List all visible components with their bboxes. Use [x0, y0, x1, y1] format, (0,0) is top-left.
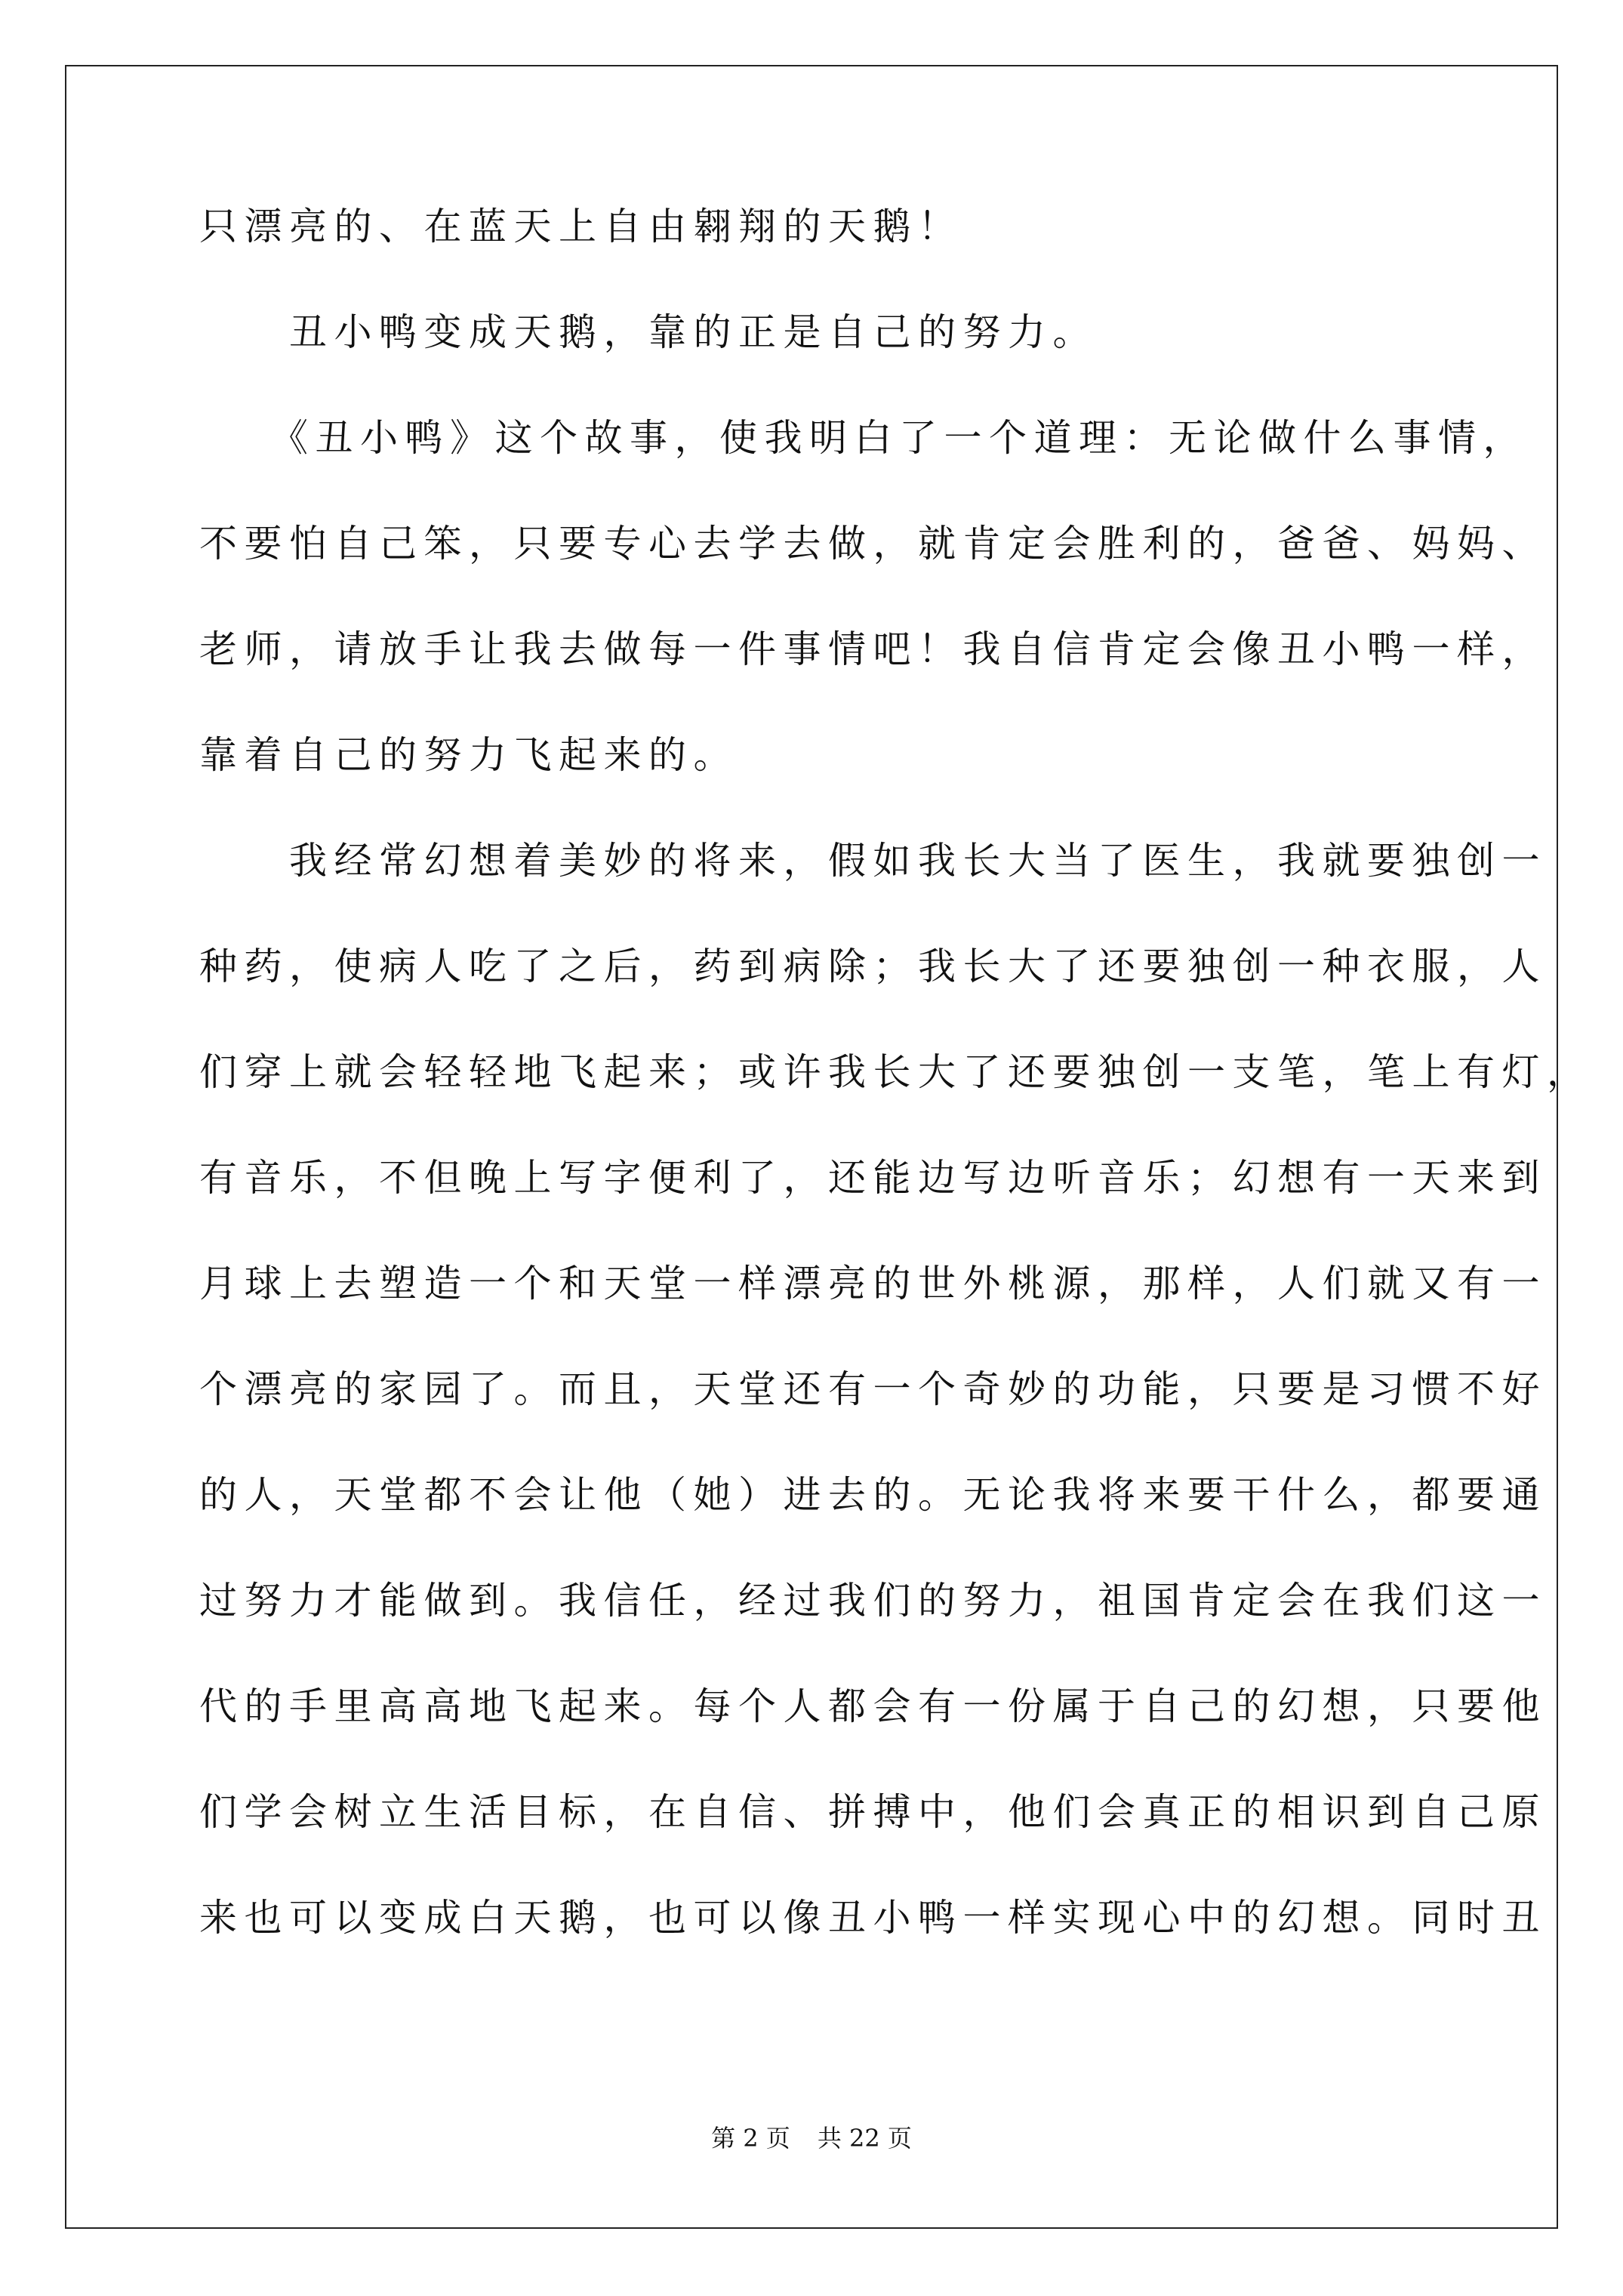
text-line: 老师，请放手让我去做每一件事情吧！我自信肯定会像丑小鸭一样， [199, 627, 1547, 671]
text-line: 我经常幻想着美妙的将来，假如我长大当了医生，我就要独创一 [199, 839, 1547, 883]
text-line: 只漂亮的、在蓝天上自由翱翔的天鹅！ [199, 205, 963, 248]
page-total: 共 22 页 [817, 2124, 912, 2153]
text-line: 不要怕自己笨，只要专心去学去做，就肯定会胜利的，爸爸、妈妈、 [199, 522, 1547, 566]
text-line: 们穿上就会轻轻地飞起来；或许我长大了还要独创一支笔，笔上有灯， [199, 1050, 1592, 1094]
text-line: 个漂亮的家园了。而且，天堂还有一个奇妙的功能，只要是习惯不好 [199, 1367, 1547, 1411]
text-line: 过努力才能做到。我信任，经过我们的努力，祖国肯定会在我们这一 [199, 1579, 1547, 1623]
text-line: 月球上去塑造一个和天堂一样漂亮的世外桃源，那样，人们就又有一 [199, 1262, 1547, 1305]
text-line: 靠着自己的努力飞起来的。 [199, 733, 738, 777]
text-line: 《丑小鸭》这个故事，使我明白了一个道理：无论做什么事情， [199, 416, 1528, 460]
document-body [199, 200, 1592, 1997]
page-number: 第 2 页 [711, 2124, 790, 2153]
page-footer [0, 2123, 1623, 2153]
text-line: 代的手里高高地飞起来。每个人都会有一份属于自己的幻想，只要他 [199, 1684, 1547, 1728]
text-line: 丑小鸭变成天鹅，靠的正是自己的努力。 [199, 310, 1098, 354]
text-line: 的人，天堂都不会让他（她）进去的。无论我将来要干什么，都要通 [199, 1473, 1547, 1517]
text-line: 有音乐，不但晚上写字便利了，还能边写边听音乐；幻想有一天来到 [199, 1156, 1547, 1200]
text-line: 种药，使病人吃了之后，药到病除；我长大了还要独创一种衣服，人 [199, 945, 1547, 988]
text-line: 们学会树立生活目标，在自信、拼搏中，他们会真正的相识到自己原 [199, 1790, 1547, 1834]
text-line: 来也可以变成白天鹅，也可以像丑小鸭一样实现心中的幻想。同时丑 [199, 1896, 1547, 1940]
